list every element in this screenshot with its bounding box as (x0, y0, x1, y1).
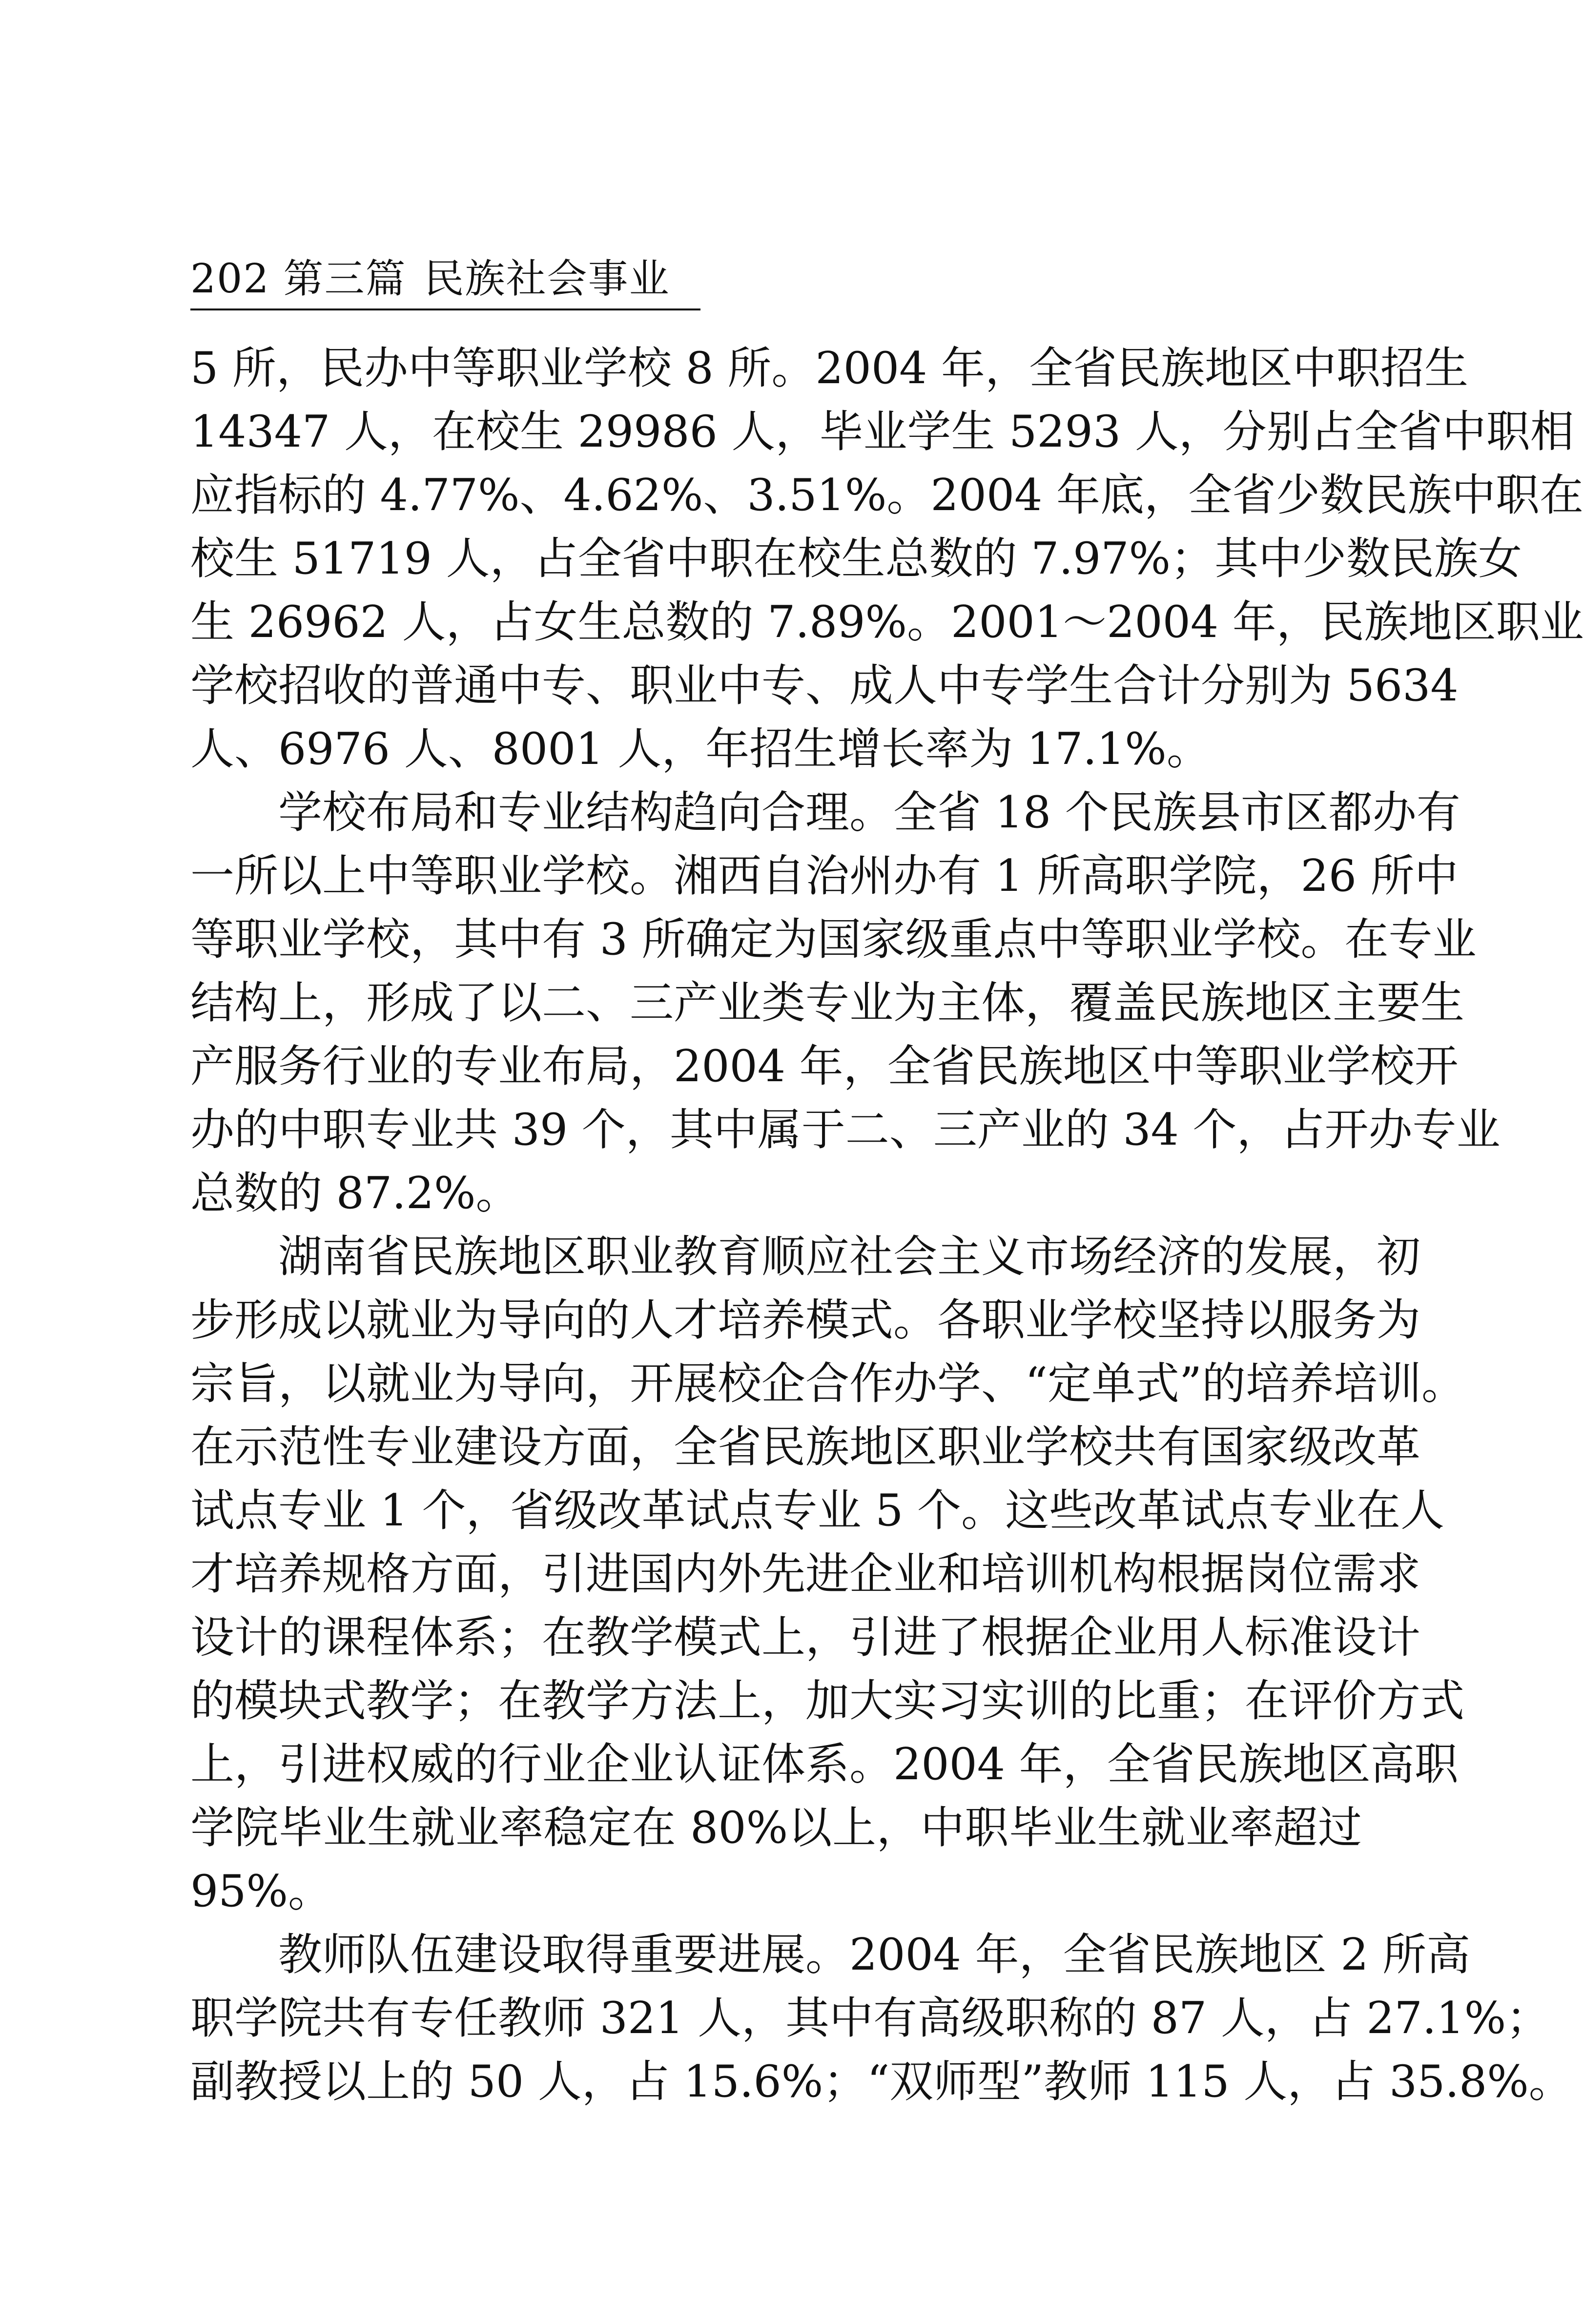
text-line: 等职业学校，其中有 3 所确定为国家级重点中等职业学校。在专业 (190, 914, 1477, 965)
text-line: 的模块式教学；在教学方法上，加大实习实训的比重；在评价方式 (190, 1675, 1464, 1727)
text-line: 副教授以上的 50 人，占 15.6%；“双师型”教师 115 人，占 35.8%。 (190, 2056, 1573, 2107)
text-line: 14347 人，在校生 29986 人，毕业学生 5293 人，分别占全省中职相 (190, 406, 1574, 457)
text-line: 校生 51719 人，占全省中职在校生总数的 7.97%；其中少数民族女 (190, 533, 1522, 584)
header-rule (190, 308, 700, 310)
text-line: 设计的课程体系；在教学模式上，引进了根据企业用人标准设计 (190, 1612, 1420, 1663)
text-line: 结构上，形成了以二、三产业类专业为主体，覆盖民族地区主要生 (190, 977, 1464, 1028)
text-line: 在示范性专业建设方面，全省民族地区职业学校共有国家级改革 (190, 1421, 1420, 1473)
text-line: 产服务行业的专业布局，2004 年，全省民族地区中等职业学校开 (190, 1041, 1459, 1092)
text-line: 学校布局和专业结构趋向合理。全省 18 个民族县市区都办有 (278, 787, 1461, 838)
section-title: 民族社会事业 (424, 256, 670, 302)
text-line: 职学院共有专任教师 321 人，其中有高级职称的 87 人，占 27.1%； (190, 1993, 1550, 2044)
part-title: 第三篇 (283, 256, 407, 302)
text-line: 教师队伍建设取得重要进展。2004 年，全省民族地区 2 所高 (278, 1929, 1471, 1980)
text-line: 上，引进权威的行业企业认证体系。2004 年，全省民族地区高职 (190, 1739, 1459, 1790)
text-line: 应指标的 4.77%、4.62%、3.51%。2004 年底，全省少数民族中职在 (190, 470, 1584, 521)
text-line: 生 26962 人，占女生总数的 7.89%。2001～2004 年，民族地区职业 (190, 596, 1584, 648)
text-line: 办的中职专业共 39 个，其中属于二、三产业的 34 个，占开办专业 (190, 1104, 1501, 1155)
text-line: 学校招收的普通中专、职业中专、成人中专学生合计分别为 5634 (190, 660, 1459, 711)
text-line: 人、6976 人、8001 人，年招生增长率为 17.1%。 (190, 723, 1211, 775)
text-line: 步形成以就业为导向的人才培养模式。各职业学校坚持以服务为 (190, 1295, 1420, 1346)
text-line: 才培养规格方面，引进国内外先进企业和培训机构根据岗位需求 (190, 1548, 1420, 1600)
text-line: 5 所，民办中等职业学校 8 所。2004 年，全省民族地区中职招生 (190, 343, 1468, 394)
text-line: 试点专业 1 个，省级改革试点专业 5 个。这些改革试点专业在人 (190, 1485, 1444, 1536)
text-line: 一所以上中等职业学校。湘西自治州办有 1 所高职学院，26 所中 (190, 850, 1459, 902)
text-line: 湖南省民族地区职业教育顺应社会主义市场经济的发展，初 (278, 1231, 1420, 1282)
body-text (190, 337, 1584, 2114)
text-line: 总数的 87.2%。 (190, 1168, 520, 1219)
text-line: 宗旨，以就业为导向，开展校企合作办学、“定单式”的培养培训。 (190, 1358, 1466, 1409)
text-line: 95%。 (190, 1866, 332, 1917)
page-number: 202 (190, 256, 270, 302)
header-text (190, 255, 670, 304)
running-header (190, 252, 703, 310)
text-line: 学院毕业生就业率稳定在 80%以上，中职毕业生就业率超过 (190, 1802, 1362, 1853)
